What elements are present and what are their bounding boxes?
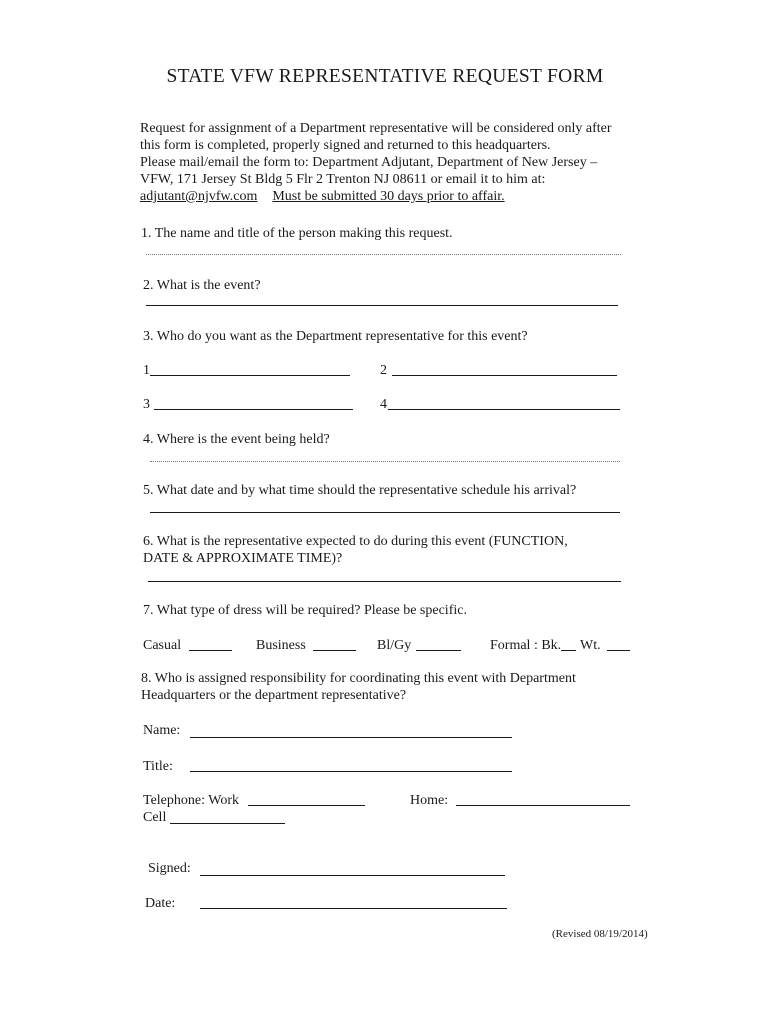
question-2: 2. What is the event? xyxy=(143,278,261,293)
home-phone-label: Home: xyxy=(410,793,449,808)
date-label: Date: xyxy=(145,896,176,911)
dress-formal-label: Formal : Bk. xyxy=(490,638,562,653)
coordinator-name-label: Name: xyxy=(143,723,181,738)
telephone-work-line[interactable] xyxy=(248,805,365,806)
telephone-work-label: Telephone: Work xyxy=(143,793,239,808)
question-5: 5. What date and by what time should the representative schedule his arrival? xyxy=(143,483,577,498)
answer-line-5[interactable] xyxy=(150,512,620,513)
intro-line-3: Please mail/email the form to: Department Adjutant, Department of New Jersey – xyxy=(140,155,598,170)
dress-casual-line[interactable] xyxy=(189,650,232,651)
rep-slot-2-label: 2 xyxy=(380,363,387,378)
signature-line[interactable] xyxy=(200,875,505,876)
question-8-line-1: 8. Who is assigned responsibility for coordinating this event with Department xyxy=(141,671,576,686)
question-7: 7. What type of dress will be required? Please be specific. xyxy=(143,603,467,618)
dress-blgy-line[interactable] xyxy=(416,650,461,651)
rep-slot-3-line[interactable] xyxy=(154,409,353,410)
question-6-line-1: 6. What is the representative expected to do during this event (FUNCTION, xyxy=(143,534,568,549)
question-4: 4. Where is the event being held? xyxy=(143,432,330,447)
answer-line-1[interactable] xyxy=(146,254,621,255)
question-8-line-2: Headquarters or the department representative? xyxy=(141,688,407,703)
intro-line-1: Request for assignment of a Department representative will be considered only after xyxy=(140,121,612,136)
dress-blgy-label: Bl/Gy xyxy=(377,638,412,653)
answer-line-6[interactable] xyxy=(148,581,621,582)
question-6-line-2: DATE & APPROXIMATE TIME)? xyxy=(143,551,343,566)
intro-line-5 xyxy=(140,188,505,205)
home-phone-line[interactable] xyxy=(456,805,630,806)
answer-line-2[interactable] xyxy=(146,305,618,306)
dress-business-label: Business xyxy=(256,638,306,653)
rep-slot-4-line[interactable] xyxy=(388,409,620,410)
dress-formal-wt-line[interactable] xyxy=(607,650,630,651)
intro-line-4: VFW, 171 Jersey St Bldg 5 Flr 2 Trenton NJ 08611 or email it to him at: xyxy=(140,172,546,187)
rep-slot-4-label: 4 xyxy=(380,397,387,412)
dress-casual-label: Casual xyxy=(143,638,182,653)
form-title: STATE VFW REPRESENTATIVE REQUEST FORM xyxy=(166,66,604,87)
cell-phone-label: Cell xyxy=(143,810,167,825)
question-1: 1. The name and title of the person making this request. xyxy=(141,226,453,241)
signed-label: Signed: xyxy=(148,861,191,876)
rep-slot-1-line[interactable] xyxy=(150,375,350,376)
coordinator-title-label: Title: xyxy=(143,759,173,774)
dress-formal-bk-line[interactable] xyxy=(561,650,576,651)
rep-slot-2-line[interactable] xyxy=(392,375,617,376)
cell-phone-line[interactable] xyxy=(170,823,285,824)
adjutant-email-link[interactable]: adjutant@njvfw.com xyxy=(140,189,258,204)
coordinator-name-line[interactable] xyxy=(190,737,512,738)
date-line[interactable] xyxy=(200,908,507,909)
intro-line-2: this form is completed, properly signed and returned to this headquarters. xyxy=(140,138,551,153)
question-3: 3. Who do you want as the Department representative for this event? xyxy=(143,329,528,344)
dress-wt-label: Wt. xyxy=(580,638,601,653)
rep-slot-3-label: 3 xyxy=(143,397,150,412)
answer-line-4[interactable] xyxy=(150,461,620,462)
coordinator-title-line[interactable] xyxy=(190,771,512,772)
dress-business-line[interactable] xyxy=(313,650,356,651)
revision-date: (Revised 08/19/2014) xyxy=(552,928,648,940)
submission-deadline: Must be submitted 30 days prior to affair. xyxy=(272,189,505,204)
rep-slot-1-label: 1 xyxy=(143,363,150,378)
